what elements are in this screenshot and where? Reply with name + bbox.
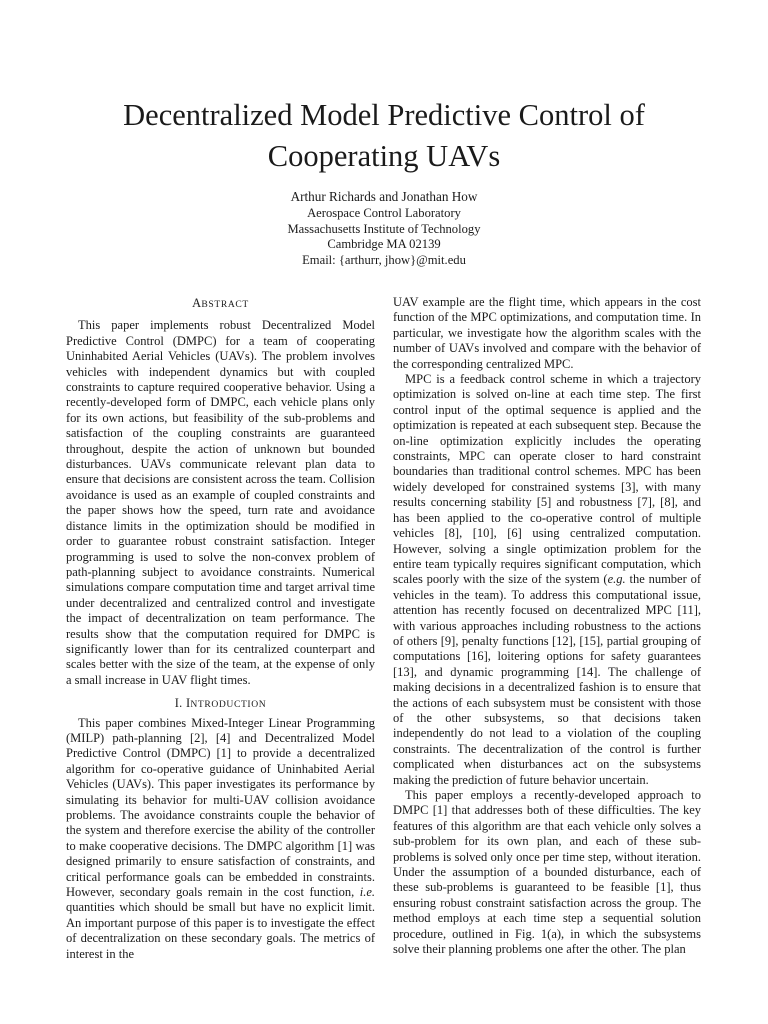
introduction-heading: I. INTRODUCTION	[174, 696, 267, 711]
title-line-2: Cooperating UAVs	[267, 139, 501, 173]
affiliation-city: Cambridge MA 02139	[327, 237, 441, 252]
paper-title	[60, 95, 708, 177]
intro-paragraph-2: MPC is a feedback control scheme in which a trajectory optimization is solved on-line at each time step. The first control input of the optimal sequence is applied and the optimization is repeated at each subsequent step. Because the on-line optimization explicitly includes the operating constraints, MPC can operate closer to hard constraint boundaries than traditional control schemes. MPC has been widely developed for constrained systems [3], with many results concerning stability [5] and robustness [7], [8], and has been applied to the co-operative control of multiple vehicles [8], [10], [6] using centralized computation. However, solving a single optimization problem for the entire team typically requires significant computation, which scales poorly with the size of the system (e.g. the number of vehicles in the team). To address this computational issue, attention has recently focused on decentralized MPC [11], with various approaches including robustness to the actions of others [9], penalty functions [12], [15], partial grouping of computations [16], loitering options for safety guarantees [13], and dynamic programming [14]. The challenge of making decisions in a decentralized fashion is to ensure that the actions of each subsystem must be consistent with those of the other subsystems, so that decisions taken independently do not lead to a violation of the coupling constraints. The decentralization of the control is further complicated when disturbances act on the subsystems making the prediction of future behavior uncertain.	[393, 372, 701, 787]
abstract-heading: ABSTRACT	[192, 296, 249, 310]
title-line-1: Decentralized Model Predictive Control of	[123, 98, 645, 132]
authors: Arthur Richards and Jonathan How	[290, 189, 478, 204]
abstract-text: This paper implements robust Decentralized Model Predictive Control (DMPC) for a team of cooperating Uninhabited Aerial Vehicles (UAVs). The problem involves vehicles with independent dynamics but with coupled constraints to capture required cooperative behavior. Using a recently-developed form of DMPC, each vehicle plans only for its own actions, but feasibility of the sub-problems and satisfaction of the coupling constraints are guaranteed throughout, despite the action of unknown but bounded disturbances. UAVs communicate relevant plan data to ensure that decisions are consistent across the team. Collision avoidance is used as an example of coupled constraints and the paper shows how the speed, turn rate and avoidance distance limits in the optimization should be modified in order to guarantee robust constraint satisfaction. Integer programming is used to solve the non-convex problem of path-planning subject to avoidance constraints. Numerical simulations compare computation time and target arrival time under decentralized and centralized control and investigate the impact of decentralization on team performance. The results show that the computation required for DMPC is significantly lower than for its centralized counterpart and scales better with the size of the team, at the expense of only a small increase in UAV flight times.	[66, 318, 375, 687]
affiliation-institute: Massachusetts Institute of Technology	[287, 221, 481, 236]
affiliation-lab: Aerospace Control Laboratory	[307, 205, 461, 220]
intro-paragraph-1: This paper combines Mixed-Integer Linear Programming (MILP) path-planning [2], [4] and Decentralized Model Predictive Control (DMPC) [1] to provide a decentralized algorithm for co-operative guidance of Uninhabited Aerial Vehicles (UAVs). This paper investigates its performance by simulating its behavior for multi-UAV collision avoidance problems. The avoidance constraints couple the behavior of the system and therefore exercise the ability of the controller to make cooperative decisions. The DMPC algorithm [1] was designed primarily to ensure satisfaction of constraints, and critical performance goals can be embedded in constraints. However, secondary goals remain in the cost function, i.e. quantities which should be small but have no explicit limit. An important purpose of this paper is to investigate the effect of decentralization on these secondary goals. The metrics of interest in the	[66, 715, 375, 961]
author-block	[184, 189, 584, 269]
author-email: Email: {arthurr, jhow}@mit.edu	[302, 253, 466, 268]
intro-paragraph-3: This paper employs a recently-developed approach to DMPC [1] that addresses both of these difficulties. The key features of this algorithm are that each vehicle only solves a sub-problem for its own plan, and each of these sub-problems is solved only once per time step, without iteration. Under the assumption of a bounded disturbance, each of these sub-problems is guaranteed to be feasible [1], thus ensuring robust constraint satisfaction across the group. The method employs at each time step a sequential solution procedure, outlined in Fig. 1(a), in which the subsystems solve their planning problems one after the other. The plan	[393, 788, 701, 957]
intro-paragraph-1-continued: UAV example are the flight time, which appears in the cost function of the MPC optimizations, and computation time. In particular, we investigate how the algorithm scales with the number of UAVs involved and compare with the behavior of the corresponding centralized MPC.	[393, 295, 701, 371]
left-column	[66, 296, 375, 962]
right-column	[393, 295, 701, 957]
